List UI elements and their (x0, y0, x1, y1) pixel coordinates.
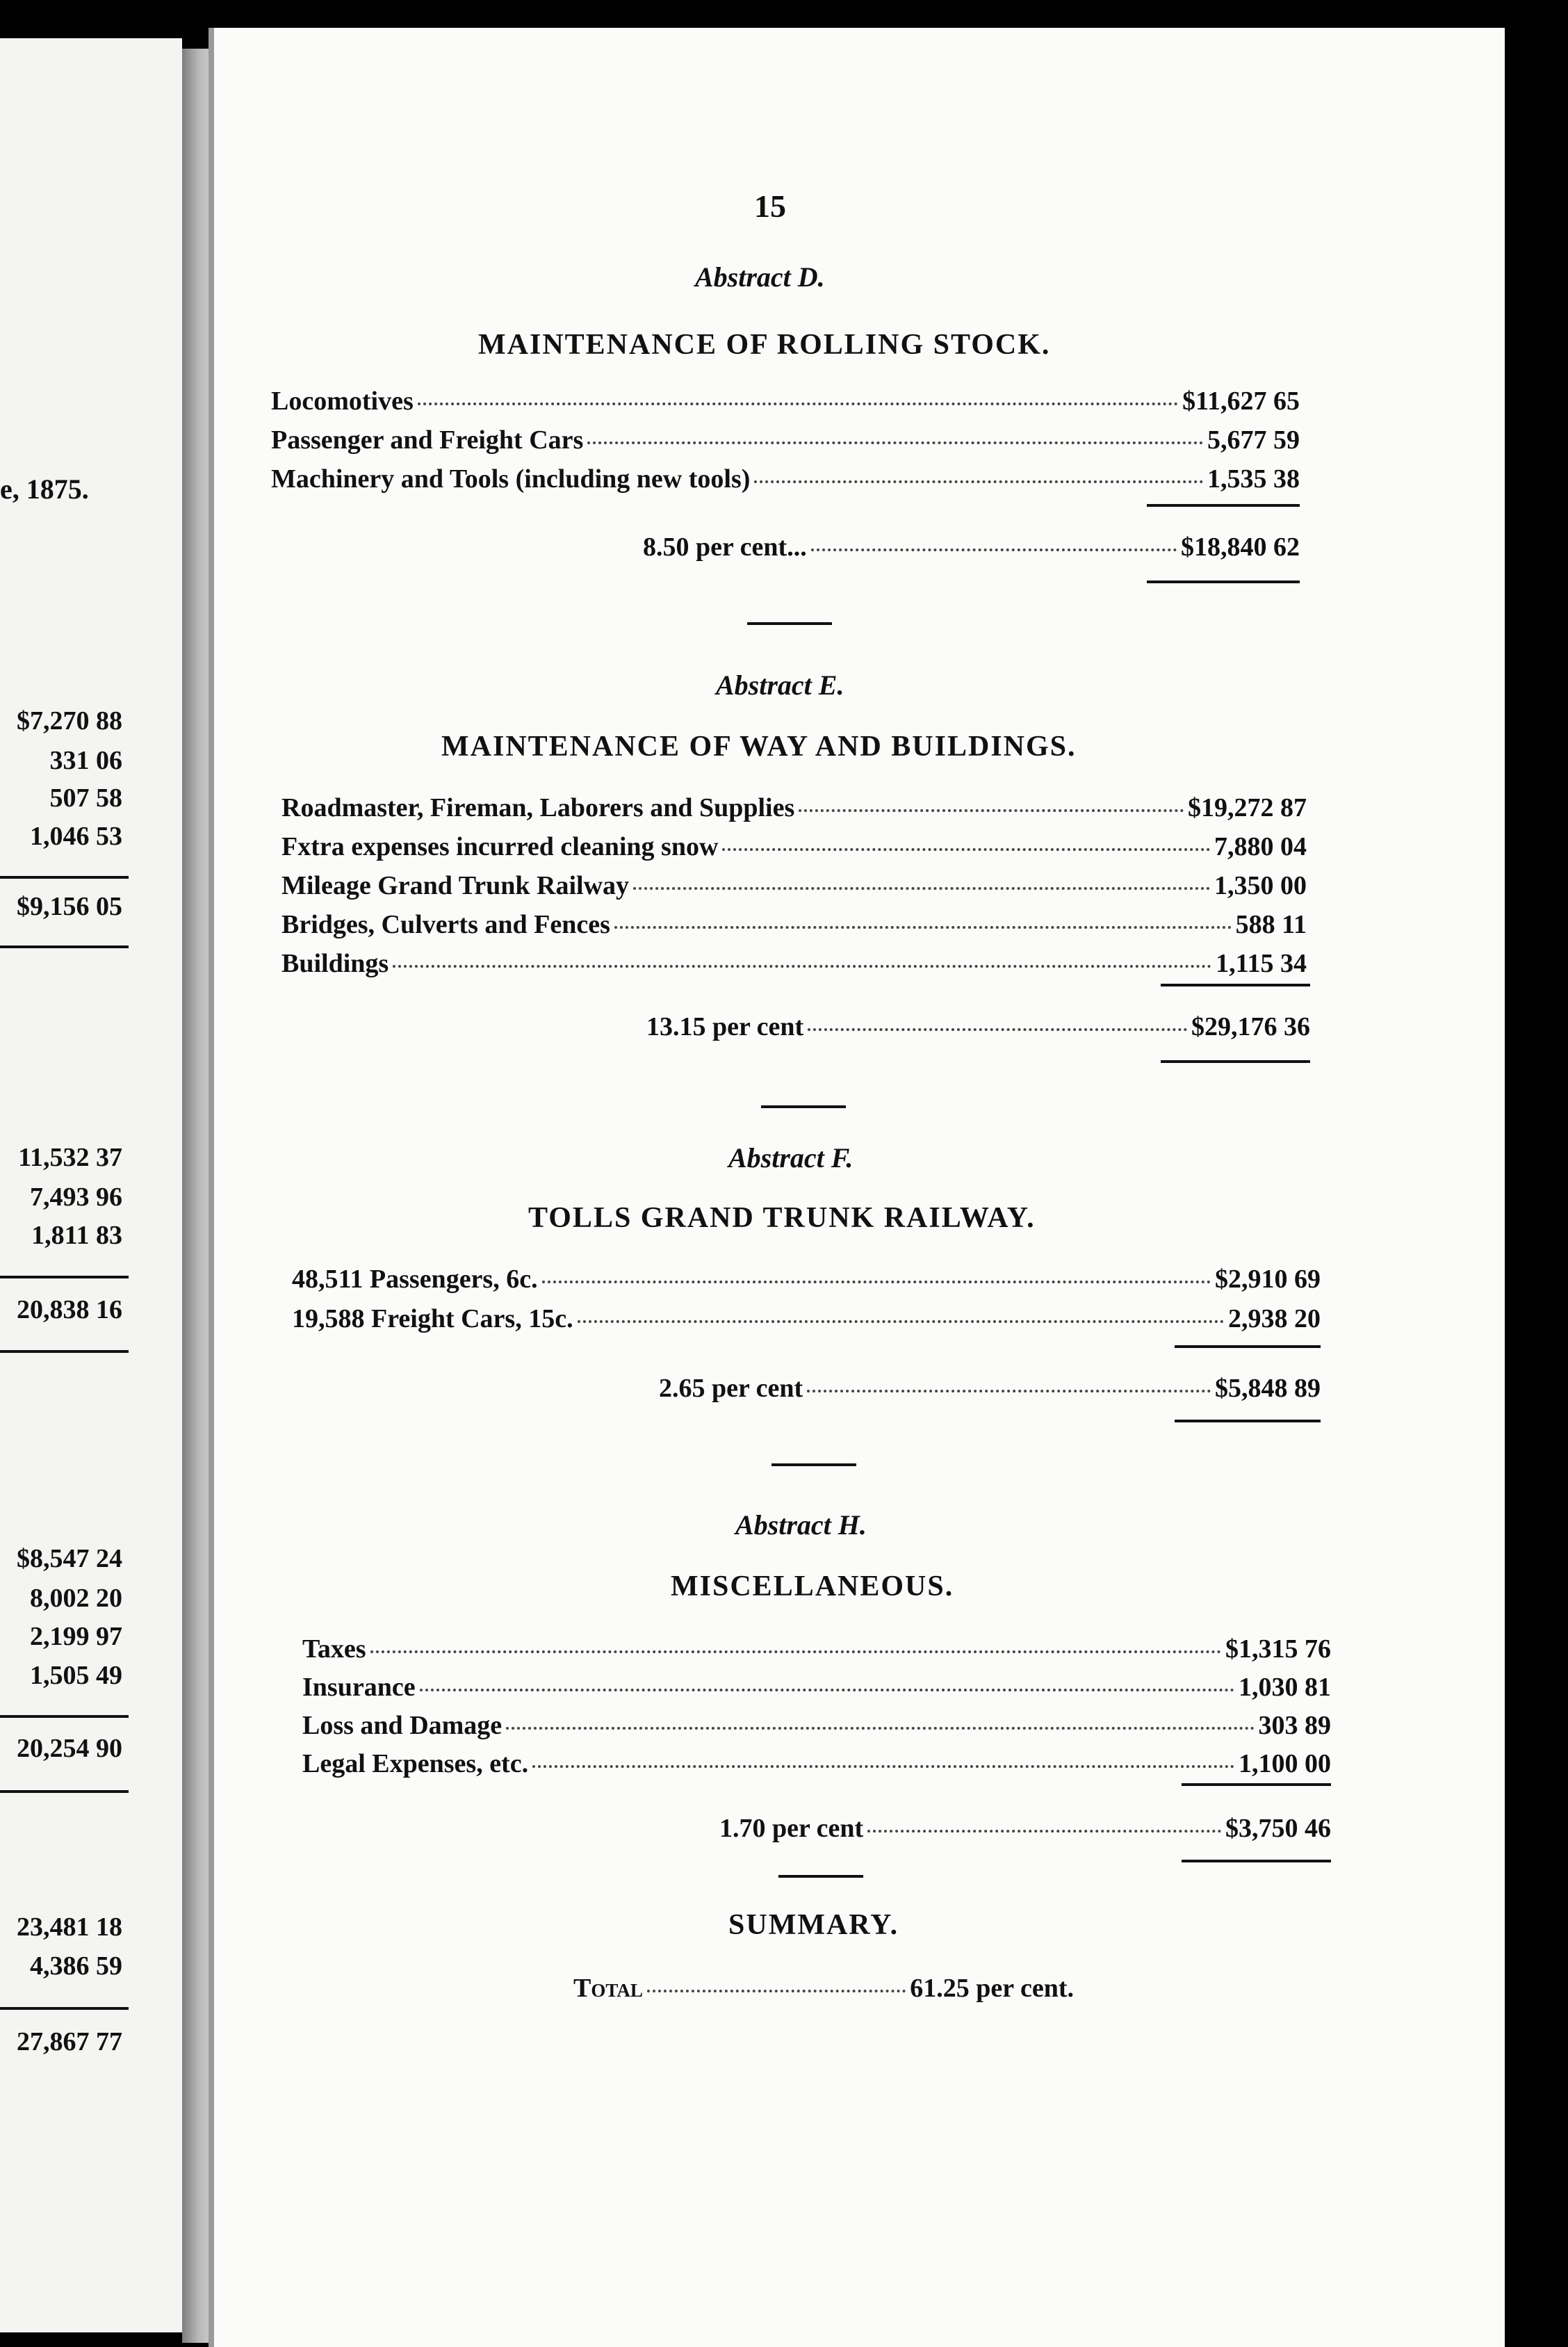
left-sum-rule (0, 1790, 129, 1793)
row-amount: 1,115 34 (1216, 949, 1307, 978)
leader-dots (420, 1689, 1234, 1691)
leader-dots (633, 887, 1210, 890)
row-label: Fxtra expenses incurred cleaning snow (281, 832, 719, 861)
leader-dots (393, 965, 1211, 968)
row-label: Locomotives (271, 387, 414, 416)
row-label: Legal Expenses, etc. (302, 1749, 529, 1778)
leader-dots (506, 1727, 1254, 1730)
left-sum-rule (0, 1715, 129, 1718)
left-total: 27,867 77 (17, 2027, 122, 2056)
left-amount: 11,532 37 (18, 1143, 122, 1172)
sum-rule (1161, 984, 1310, 986)
left-sum-rule (0, 945, 129, 948)
row-amount: 1,030 81 (1239, 1673, 1331, 1702)
left-amount: 7,493 96 (30, 1183, 122, 1212)
abstract-h-label: Abstract H. (735, 1509, 867, 1541)
leader-dots (418, 403, 1178, 405)
left-amount: 1,046 53 (30, 822, 122, 851)
row-label: Machinery and Tools (including new tools) (271, 464, 751, 494)
row-label: Taxes (302, 1634, 366, 1664)
left-amount: $7,270 88 (17, 706, 122, 736)
ledger-row (281, 948, 1307, 979)
total-row (646, 1012, 1310, 1042)
row-amount: 1,535 38 (1207, 464, 1300, 494)
leader-dots (799, 809, 1184, 812)
leader-dots (808, 1028, 1187, 1031)
total-label: 13.15 per cent (646, 1012, 804, 1041)
row-amount: 1,350 00 (1214, 871, 1307, 900)
row-label: 19,588 Freight Cars, 15c. (292, 1304, 573, 1333)
left-amount: 8,002 20 (30, 1584, 122, 1613)
row-label: Roadmaster, Fireman, Laborers and Supplies (281, 793, 795, 822)
total-row (643, 532, 1300, 562)
page-number: 15 (754, 188, 786, 224)
row-label: Insurance (302, 1673, 416, 1702)
ledger-row (271, 386, 1300, 416)
ledger-row (281, 831, 1307, 862)
total-row (719, 1813, 1331, 1844)
left-amount: 507 58 (49, 783, 122, 813)
ledger-row (271, 425, 1300, 455)
ledger-row (292, 1304, 1321, 1334)
total-label: 1.70 per cent (719, 1814, 864, 1843)
total-rule (1161, 1060, 1310, 1063)
left-total: 20,254 90 (17, 1734, 122, 1763)
summary-total-label: Total (573, 1974, 643, 2003)
leader-dots (647, 1990, 906, 1992)
ledger-row (302, 1672, 1331, 1703)
left-year-heading: e, 1875. (0, 473, 89, 505)
sum-rule (1147, 504, 1300, 507)
total-row (659, 1373, 1321, 1404)
leader-dots (722, 848, 1210, 851)
section-divider (747, 622, 832, 625)
abstract-f-label: Abstract F. (728, 1142, 854, 1174)
left-amount: 23,481 18 (17, 1912, 122, 1942)
abstract-d-label: Abstract D. (695, 261, 825, 293)
left-sum-rule (0, 1276, 129, 1278)
section-divider (778, 1875, 863, 1878)
row-label: 48,511 Passengers, 6c. (292, 1265, 538, 1294)
total-label: 8.50 per cent... (643, 533, 807, 562)
abstract-h-title: MISCELLANEOUS. (671, 1570, 954, 1602)
total-amount: $29,176 36 (1191, 1012, 1310, 1041)
ledger-row (292, 1264, 1321, 1294)
left-total: $9,156 05 (17, 892, 122, 921)
left-sum-rule (0, 2007, 129, 2010)
left-amount: 1,811 83 (31, 1221, 122, 1250)
row-amount: 303 89 (1258, 1711, 1331, 1740)
left-amount: 1,505 49 (30, 1661, 122, 1690)
total-amount: $3,750 46 (1225, 1814, 1331, 1843)
abstract-e-title: MAINTENANCE OF WAY AND BUILDINGS. (441, 731, 1077, 763)
row-amount: $2,910 69 (1215, 1265, 1321, 1294)
ledger-row (271, 464, 1300, 494)
left-total: 20,838 16 (17, 1295, 122, 1324)
row-label: Bridges, Culverts and Fences (281, 910, 610, 939)
total-rule (1147, 580, 1300, 583)
left-sum-rule (0, 1350, 129, 1353)
row-amount: $11,627 65 (1182, 387, 1300, 416)
ledger-row (302, 1634, 1331, 1664)
row-amount: 1,100 00 (1239, 1749, 1331, 1778)
summary-total-value: 61.25 per cent. (910, 1974, 1074, 2003)
abstract-e-label: Abstract E. (716, 669, 844, 701)
row-label: Loss and Damage (302, 1711, 503, 1740)
leader-dots (867, 1830, 1221, 1833)
abstract-d-title: MAINTENANCE OF ROLLING STOCK. (478, 329, 1051, 361)
summary-title: SUMMARY. (728, 1909, 899, 1941)
left-amount: 4,386 59 (30, 1951, 122, 1981)
total-amount: $18,840 62 (1181, 533, 1300, 562)
ledger-row (281, 793, 1307, 823)
leader-dots (532, 1765, 1234, 1768)
row-amount: 5,677 59 (1207, 425, 1300, 455)
sum-rule (1182, 1783, 1331, 1786)
row-amount: $1,315 76 (1225, 1634, 1331, 1664)
section-divider (771, 1463, 856, 1466)
summary-total-row (573, 1973, 1074, 2004)
leader-dots (754, 480, 1203, 483)
leader-dots (587, 441, 1203, 444)
section-divider (761, 1105, 846, 1108)
abstract-f-title: TOLLS GRAND TRUNK RAILWAY. (528, 1202, 1036, 1234)
row-label: Mileage Grand Trunk Railway (281, 871, 630, 900)
ledger-row (281, 870, 1307, 901)
left-amount: 331 06 (49, 746, 122, 775)
total-rule (1182, 1860, 1331, 1862)
left-amount: $8,547 24 (17, 1544, 122, 1573)
row-amount: 7,880 04 (1214, 832, 1307, 861)
ledger-row (302, 1710, 1331, 1741)
total-amount: $5,848 89 (1215, 1374, 1321, 1403)
row-label: Buildings (281, 949, 389, 978)
leader-dots (811, 549, 1177, 551)
ledger-row (302, 1748, 1331, 1779)
leader-dots (578, 1320, 1224, 1323)
total-label: 2.65 per cent (659, 1374, 803, 1403)
leader-dots (370, 1650, 1221, 1653)
total-rule (1175, 1420, 1321, 1422)
sum-rule (1175, 1345, 1321, 1348)
row-amount: 588 11 (1235, 910, 1307, 939)
row-label: Passenger and Freight Cars (271, 425, 584, 455)
row-amount: 2,938 20 (1228, 1304, 1321, 1333)
leader-dots (542, 1281, 1211, 1283)
row-amount: $19,272 87 (1188, 793, 1307, 822)
leader-dots (614, 926, 1232, 929)
leader-dots (807, 1390, 1211, 1392)
ledger-row (281, 909, 1307, 940)
left-amount: 2,199 97 (30, 1622, 122, 1651)
left-sum-rule (0, 876, 129, 879)
